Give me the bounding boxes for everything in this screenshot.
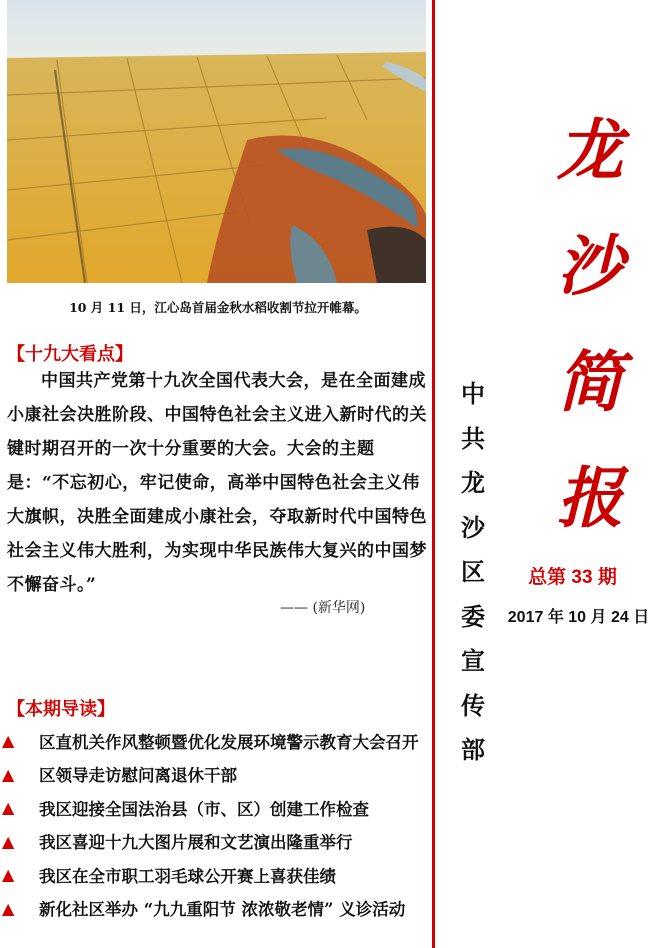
triangle-icon: ▲ [2, 798, 15, 818]
rice-field-illustration [7, 0, 426, 283]
toc-item-label: 区直机关作风整顿暨优化发展环境警示教育大会召开 [39, 732, 419, 752]
toc-item-label: 新化社区举办 “九九重阳节 浓浓敬老情” 义诊活动 [39, 900, 406, 920]
toc-item-label: 区领导走访慰问离退休干部 [39, 766, 237, 786]
publisher-char: 沙 [461, 512, 485, 542]
publisher-char: 共 [461, 423, 485, 453]
triangle-icon: ▲ [2, 865, 15, 885]
masthead-char: 报 [557, 459, 623, 537]
red-divider [432, 0, 435, 948]
highlight-title: 【十九大看点】 [7, 344, 133, 365]
toc-list [0, 724, 432, 925]
toc-item[interactable] [0, 758, 432, 792]
triangle-icon: ▲ [2, 764, 15, 784]
issue-date: 2017 年 10 月 24 日 [507, 609, 650, 626]
triangle-icon: ▲ [2, 731, 15, 751]
harvest-photo [7, 0, 426, 283]
source-credit: —— (新华网) [280, 600, 366, 616]
publisher-char: 部 [461, 735, 485, 764]
triangle-icon: ▲ [2, 898, 15, 918]
publisher-char: 传 [461, 690, 485, 720]
toc-item-label: 我区在全市职工羽毛球公开赛上喜获佳绩 [39, 866, 336, 886]
issue-number: 总第 33 期 [528, 567, 617, 588]
publisher-char: 区 [461, 557, 485, 586]
toc-title: 【本期导读】 [7, 699, 115, 720]
triangle-icon: ▲ [2, 831, 15, 851]
toc-item[interactable] [0, 724, 432, 758]
publisher-char: 龙 [461, 468, 485, 497]
toc-item[interactable] [0, 791, 432, 825]
toc-item-label: 我区迎接全国法治县（市、区）创建工作检查 [39, 799, 369, 819]
masthead-char: 简 [557, 343, 623, 421]
highlight-paragraph: 中国共产党第十九次全国代表大会，是在全面建成小康社会决胜阶段、中国特色社会主义进入新时代的关键时期召开的一次十分重要的大会。大会的主题是：“不忘初心，牢记使命，高举中国特色社会主义伟大旗帜，决胜全面建成小康社会，夺取新时代中国特色社会主义伟大胜利，为实现中华民族伟大复兴的中国梦不懈奋斗。” [7, 371, 427, 595]
publisher-name [458, 372, 488, 773]
publisher-char: 宣 [461, 646, 485, 675]
masthead-char: 龙 [557, 111, 623, 189]
masthead-char: 沙 [557, 227, 623, 305]
toc-item[interactable] [0, 892, 432, 926]
photo-caption: 10 月 11 日，江心岛首届金秋水稻收割节拉开帷幕。 [69, 300, 367, 315]
publisher-char: 中 [461, 379, 485, 408]
toc-item[interactable] [0, 825, 432, 859]
toc-item[interactable] [0, 858, 432, 892]
toc-item-label: 我区喜迎十九大图片展和文艺演出隆重举行 [39, 833, 353, 853]
masthead-title [540, 92, 640, 556]
publisher-char: 委 [461, 601, 485, 631]
